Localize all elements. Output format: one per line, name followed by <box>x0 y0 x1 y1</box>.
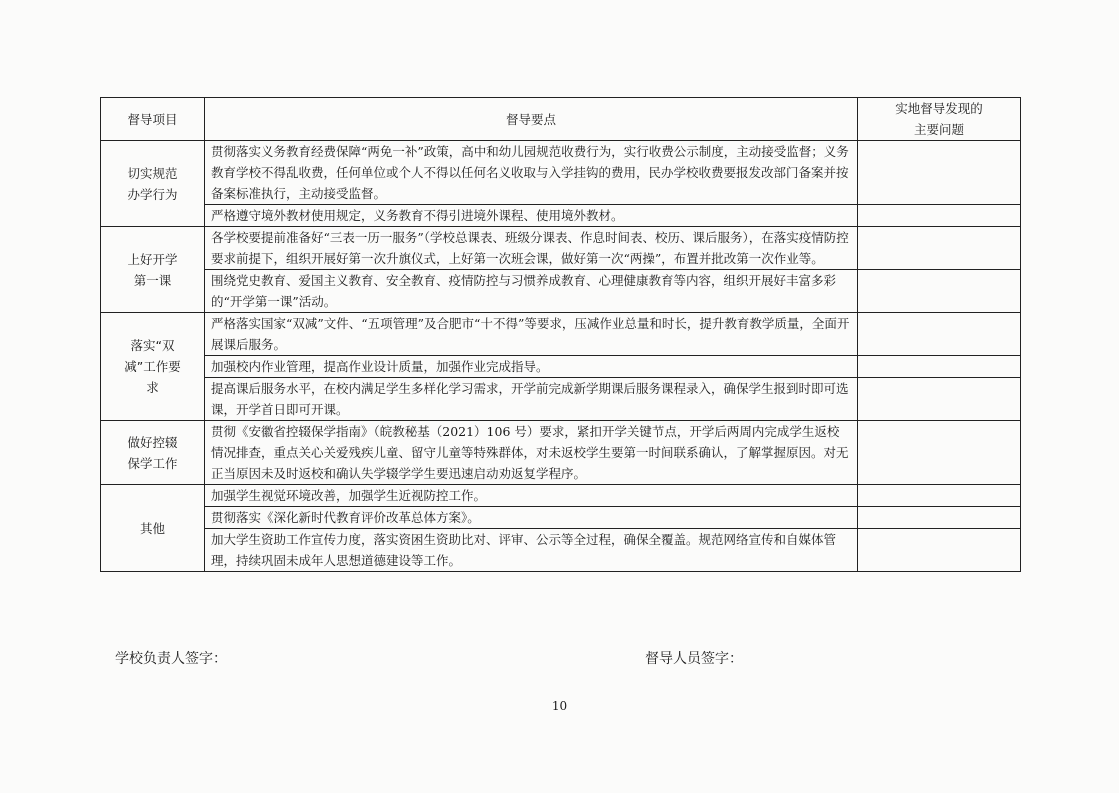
header-points: 督导要点 <box>205 98 858 141</box>
table-row <box>101 378 1021 421</box>
table-row <box>101 507 1021 529</box>
findings-cell <box>858 270 1021 313</box>
supervisor-signature-label: 督导人员签字： <box>645 651 743 667</box>
point-cell: 严格遵守境外教材使用规定，义务教育不得引进境外课程、使用境外教材。 <box>205 205 858 227</box>
findings-cell <box>858 205 1021 227</box>
table-row <box>101 141 1021 205</box>
section-title <box>101 313 205 421</box>
section-title-line: 做好控辍 <box>127 434 178 450</box>
point-cell: 各学校要提前准备好“三表一历一服务”（学校总课表、班级分课表、作息时间表、校历、课后服务），在落实疫情防控要求前提下，组织开展好第一次升旗仪式，上好第一次班会课，做好第一次“两操”，布置并批改第一次作业等。 <box>205 227 858 270</box>
findings-cell <box>858 378 1021 421</box>
point-cell: 严格落实国家“双减”文件、“五项管理”及合肥市“十不得”等要求，压减作业总量和时长，提升教育教学质量，全面开展课后服务。 <box>205 313 858 356</box>
section-title-line: 减”工作要 <box>124 359 181 374</box>
section-title-line: 求 <box>146 380 159 395</box>
section-title <box>101 141 205 227</box>
table-row <box>101 313 1021 356</box>
findings-cell <box>858 141 1021 205</box>
header-findings <box>858 98 1021 141</box>
section-title <box>101 227 205 313</box>
section-title-line: 第一课 <box>133 272 172 288</box>
section-title-line: 保学工作 <box>127 455 178 471</box>
point-cell: 围绕党史教育、爱国主义教育、安全教育、疫情防控与习惯养成教育、心理健康教育等内容，组织开展好丰富多彩的“开学第一课”活动。 <box>205 270 858 313</box>
table-row <box>101 529 1021 572</box>
findings-cell <box>858 507 1021 529</box>
table-row <box>101 205 1021 227</box>
header-findings-line2: 主要问题 <box>913 122 964 137</box>
header-findings-line1: 实地督导发现的 <box>895 101 983 116</box>
findings-cell <box>858 485 1021 507</box>
findings-cell <box>858 313 1021 356</box>
section-title-line: 落实“双 <box>130 338 175 353</box>
point-cell: 贯彻《安徽省控辍保学指南》（皖教秘基（2021）106 号）要求，紧扣开学关键节点，开学后两周内完成学生返校情况排查，重点关心关爱残疾儿童、留守儿童等特殊群体，对未返校学生要第一时间联系确认，了解掌握原因。对无正当原因未及时返校和确认失学辍学学生要迅速启动劝返复学程序。 <box>205 421 858 485</box>
findings-cell <box>858 356 1021 378</box>
point-cell: 加强校内作业管理，提高作业设计质量，加强作业完成指导。 <box>205 356 858 378</box>
point-cell: 贯彻落实《深化新时代教育评价改革总体方案》。 <box>205 507 858 529</box>
point-cell: 提高课后服务水平，在校内满足学生多样化学习需求，开学前完成新学期课后服务课程录入，确保学生报到时即可选课，开学首日即可开课。 <box>205 378 858 421</box>
table-row <box>101 227 1021 270</box>
point-cell: 贯彻落实义务教育经费保障“两免一补”政策，高中和幼儿园规范收费行为，实行收费公示制度，主动接受监督；义务教育学校不得乱收费，任何单位或个人不得以任何名义收取与入学挂钩的费用，民办学校收费要报发改部门备案并按备案标准执行，主动接受监督。 <box>205 141 858 205</box>
section-title-line: 切实规范 <box>127 165 178 181</box>
table-row <box>101 356 1021 378</box>
findings-cell <box>858 529 1021 572</box>
section-title <box>101 421 205 485</box>
school-signature-label: 学校负责人签字： <box>115 651 227 667</box>
findings-cell <box>858 421 1021 485</box>
point-cell: 加大学生资助工作宣传力度，落实资困生资助比对、评审、公示等全过程，确保全覆盖。规范网络宣传和自媒体管理，持续巩固未成年人思想道德建设等工作。 <box>205 529 858 572</box>
supervision-table <box>100 97 1021 572</box>
table-row <box>101 421 1021 485</box>
findings-cell <box>858 227 1021 270</box>
point-cell: 加强学生视觉环境改善，加强学生近视防控工作。 <box>205 485 858 507</box>
header-item: 督导项目 <box>101 98 205 141</box>
page-number: 10 <box>551 699 568 713</box>
table-row <box>101 270 1021 313</box>
section-title-line: 办学行为 <box>127 186 178 202</box>
section-title-line: 上好开学 <box>127 251 178 267</box>
section-title <box>101 485 205 572</box>
table-header-row <box>101 98 1021 141</box>
table-row <box>101 485 1021 507</box>
section-title-line: 其他 <box>139 520 165 536</box>
